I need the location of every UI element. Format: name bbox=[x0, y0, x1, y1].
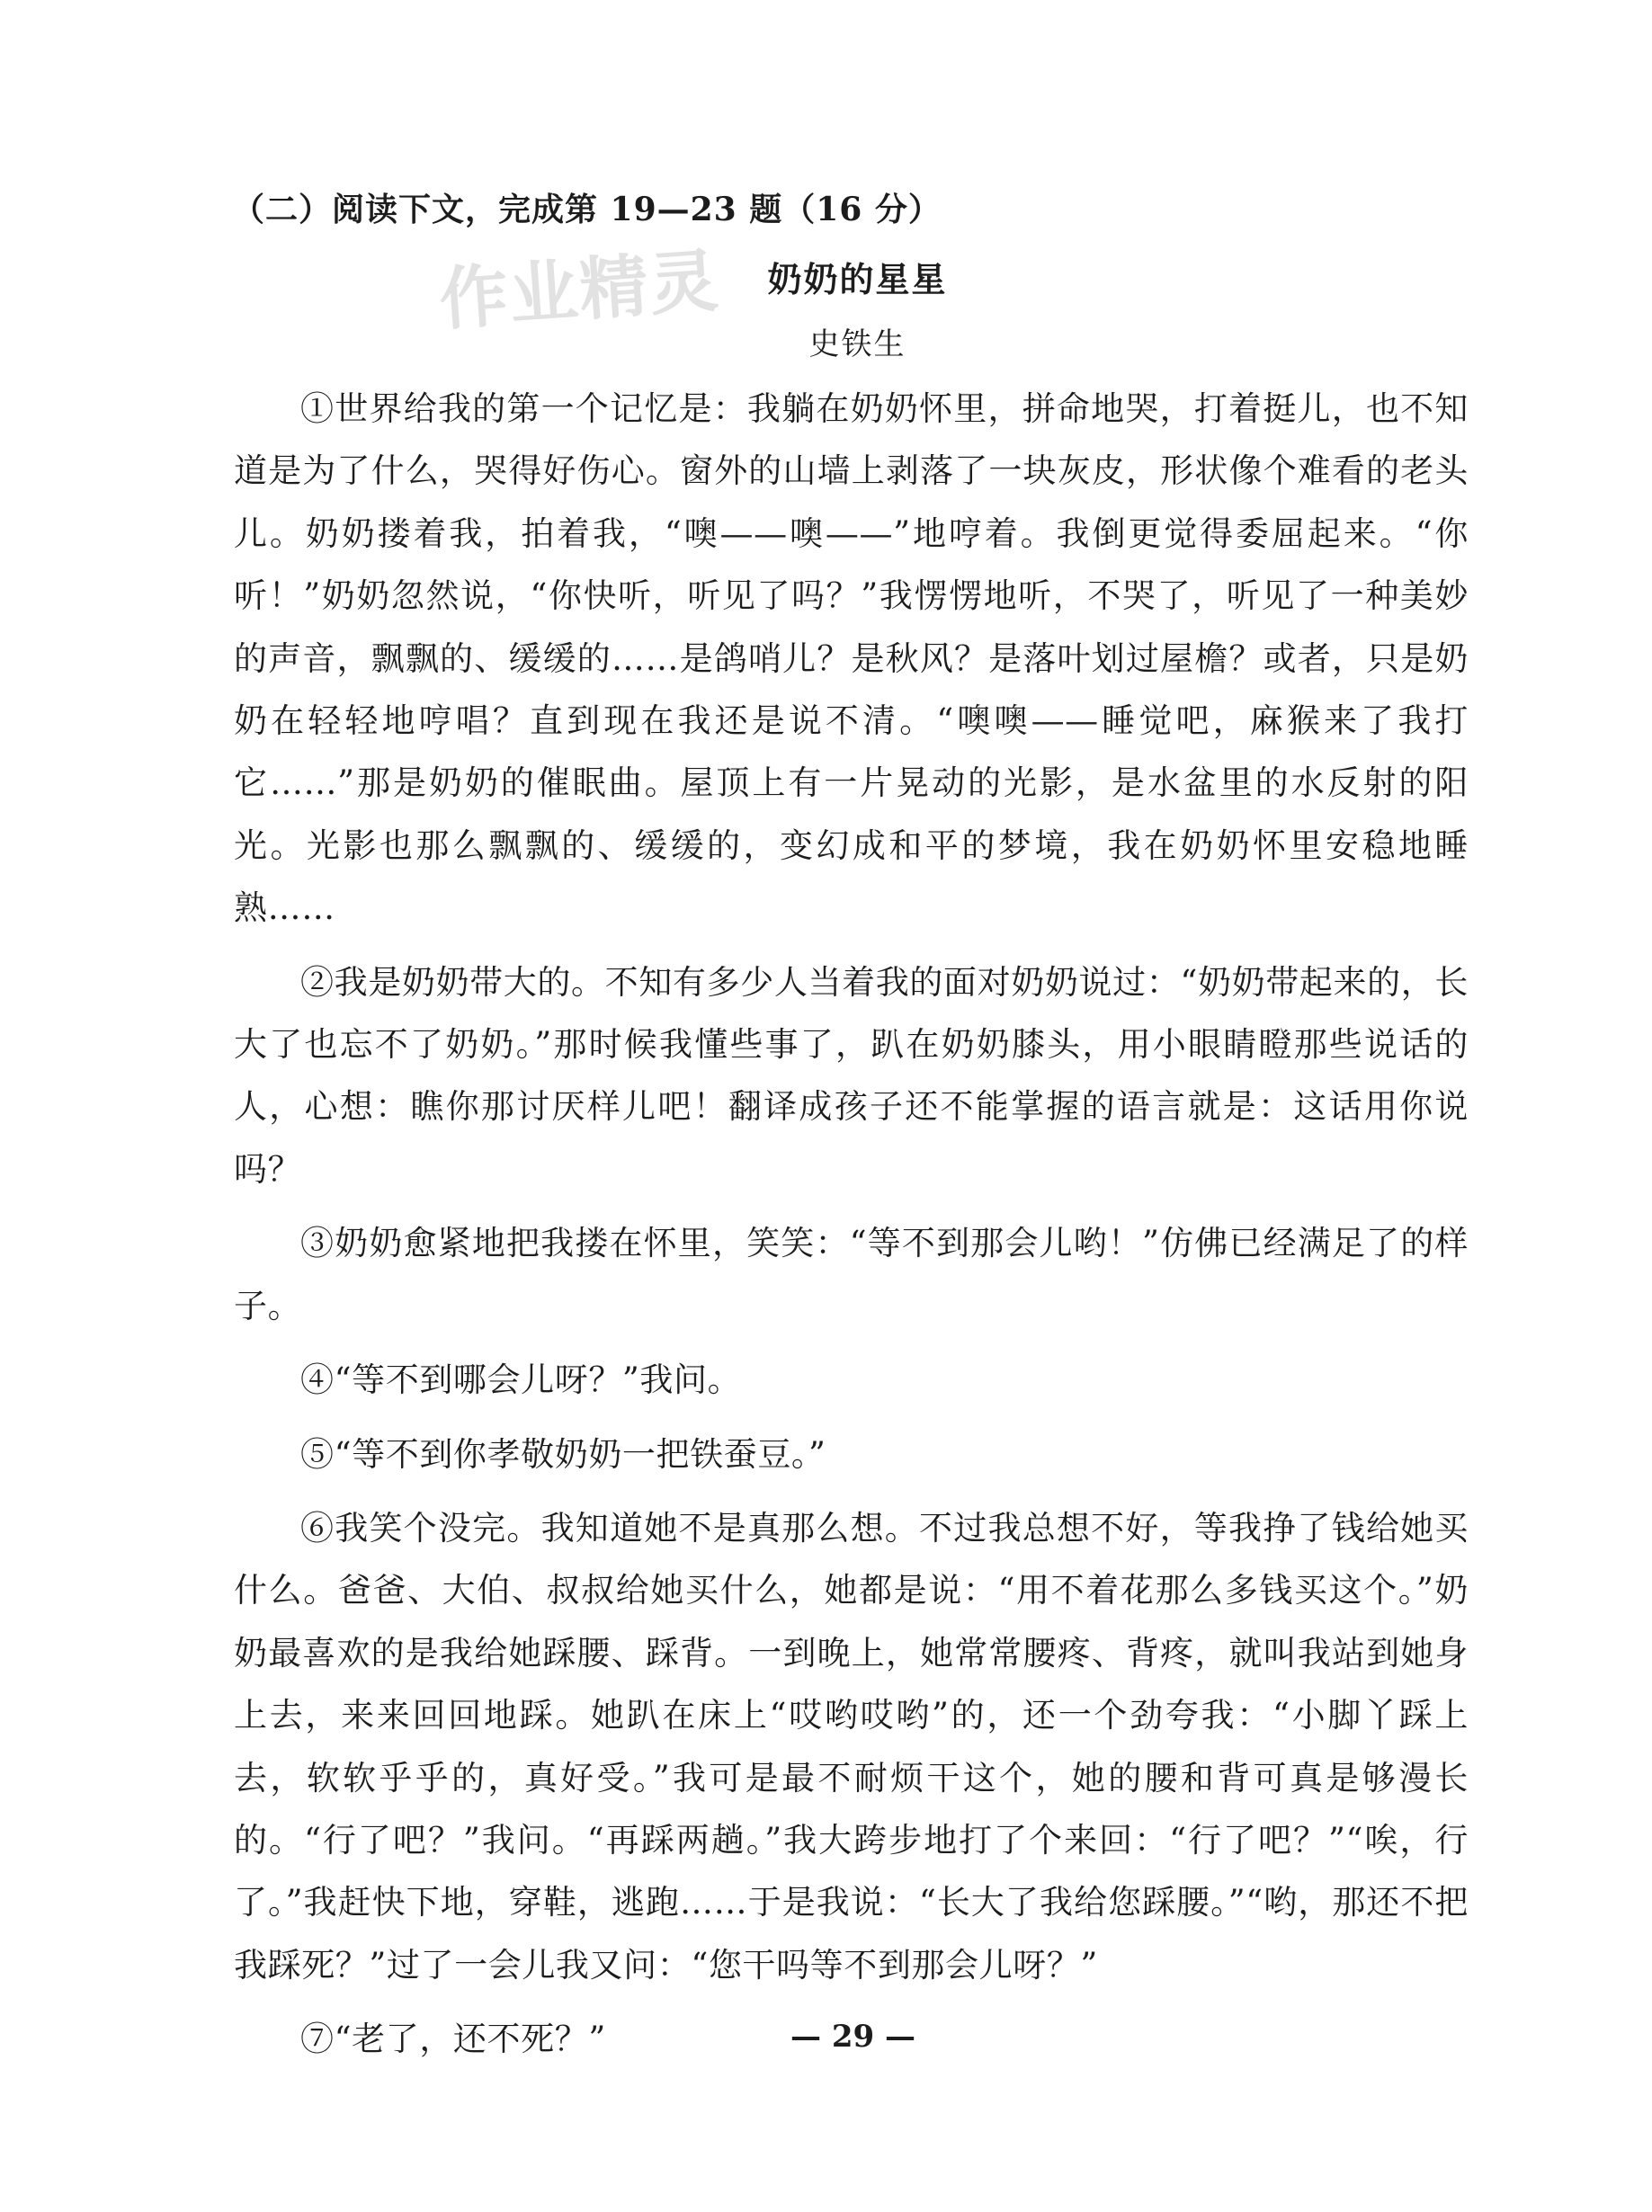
paragraph-2: ②我是奶奶带大的。不知有多少人当着我的面对奶奶说过：“奶奶带起来的，长大了也忘不了奶奶。”那时候我懂些事了，趴在奶奶膝头，用小眼睛瞪那些说话的人，心想：瞧你那讨厌样儿吧！翻译成孩子还不能掌握的语言就是：这话用你说吗？ bbox=[234, 962, 1469, 1189]
paragraph-1: ①世界给我的第一个记忆是：我躺在奶奶怀里，拼命地哭，打着挺儿，也不知道是为了什么，哭得好伤心。窗外的山墙上剥落了一块灰皮，形状像个难看的老头儿。奶奶搂着我，拍着我，“噢——噢——”地哼着。我倒更觉得委屈起来。“你听！”奶奶忽然说，“你快听，听见了吗？”我愣愣地听，不哭了，听见了一种美妙的声音，飘飘的、缓缓的……是鸽哨儿？是秋风？是落叶划过屋檐？或者，只是奶奶在轻轻地哼唱？直到现在我还是说不清。“噢噢——睡觉吧，麻猴来了我打它……”那是奶奶的催眠曲。屋顶上有一片晃动的光影，是水盆里的水反射的阳光。光影也那么飘飘的、缓缓的，变幻成和平的梦境，我在奶奶怀里安稳地睡熟…… bbox=[234, 389, 1469, 928]
article-author: 史铁生 bbox=[808, 326, 906, 362]
article-body bbox=[234, 378, 1469, 2071]
watermark: 作业精灵 bbox=[436, 240, 723, 340]
paragraph-5: ⑤“等不到你孝敬奶奶一把铁蚕豆。” bbox=[300, 1434, 826, 1474]
article-title: 奶奶的星星 bbox=[767, 259, 948, 299]
paragraph-7: ⑦“老了，还不死？” bbox=[300, 2020, 606, 2059]
page-number: — 29 — bbox=[790, 2019, 915, 2055]
paragraph-4: ④“等不到哪会儿呀？”我问。 bbox=[300, 1360, 742, 1400]
section-heading: （二）阅读下文，完成第 19—23 题（16 分） bbox=[232, 191, 942, 228]
paragraph-6: ⑥我笑个没完。我知道她不是真那么想。不过我总想不好，等我挣了钱给她买什么。爸爸、大伯、叔叔给她买什么，她都是说：“用不着花那么多钱买这个。”奶奶最喜欢的是我给她踩腰、踩背。一到晚上，她常常腰疼、背疼，就叫我站到她身上去，来来回回地踩。她趴在床上“哎哟哎哟”的，还一个劲夸我：“小脚丫踩上去，软软乎乎的，真好受。”我可是最不耐烦干这个，她的腰和背可真是够漫长的。“行了吧？”我问。“再踩两趟。”我大跨步地打了个来回：“行了吧？”“唉，行了。”我赶快下地，穿鞋，逃跑……于是我说：“长大了我给您踩腰。”“哟，那还不把我踩死？”过了一会儿我又问：“您干吗等不到那会儿呀？” bbox=[234, 1508, 1469, 1985]
paragraph-3: ③奶奶愈紧地把我搂在怀里，笑笑：“等不到那会儿哟！”仿佛已经满足了的样子。 bbox=[234, 1224, 1469, 1325]
